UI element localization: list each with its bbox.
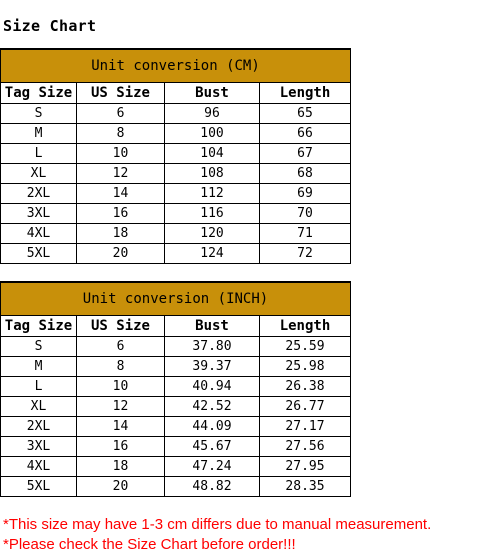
table-cell: 28.35 — [260, 477, 351, 497]
table-row — [1, 477, 351, 497]
table-cell: S — [1, 104, 77, 124]
table-cell: 47.24 — [165, 457, 260, 477]
table-cell: 25.98 — [260, 357, 351, 377]
table-cell: 4XL — [1, 224, 77, 244]
table-title-row — [1, 49, 351, 83]
table-row — [1, 397, 351, 417]
column-header: Length — [260, 83, 351, 104]
column-header: Bust — [165, 83, 260, 104]
table-cell: 26.77 — [260, 397, 351, 417]
table-cell: 104 — [165, 144, 260, 164]
column-header: US Size — [77, 83, 165, 104]
column-header: US Size — [77, 316, 165, 337]
table-cell: 20 — [77, 244, 165, 264]
table-cell: 2XL — [1, 184, 77, 204]
table-row — [1, 224, 351, 244]
table-cell: 4XL — [1, 457, 77, 477]
table-cell: 39.37 — [165, 357, 260, 377]
note-measurement-variance: *This size may have 1-3 cm differs due to manual measurement. — [3, 516, 432, 533]
table-cell: 96 — [165, 104, 260, 124]
column-header: Bust — [165, 316, 260, 337]
table-cell: 100 — [165, 124, 260, 144]
table-cell: 8 — [77, 357, 165, 377]
table-cell: 10 — [77, 377, 165, 397]
table-cell: 16 — [77, 437, 165, 457]
table-cell: 37.80 — [165, 337, 260, 357]
table-cell: 48.82 — [165, 477, 260, 497]
table-cell: 65 — [260, 104, 351, 124]
table-header-row — [1, 316, 351, 337]
table-cell: L — [1, 377, 77, 397]
table-row — [1, 104, 351, 124]
table-cell: 124 — [165, 244, 260, 264]
table-cell: 27.17 — [260, 417, 351, 437]
table-row — [1, 377, 351, 397]
table-title-row — [1, 282, 351, 316]
table-cell: 67 — [260, 144, 351, 164]
table-row — [1, 357, 351, 377]
table-cell: 3XL — [1, 204, 77, 224]
table-cell: 71 — [260, 224, 351, 244]
table-cell: 2XL — [1, 417, 77, 437]
table-row — [1, 337, 351, 357]
table-cell: 12 — [77, 164, 165, 184]
table-cell: 6 — [77, 104, 165, 124]
table-cell: M — [1, 124, 77, 144]
table-row — [1, 457, 351, 477]
table-row — [1, 417, 351, 437]
table-cell: 108 — [165, 164, 260, 184]
table-cell: L — [1, 144, 77, 164]
table-cell: 10 — [77, 144, 165, 164]
table-row — [1, 437, 351, 457]
table-cell: XL — [1, 397, 77, 417]
table-cell: 68 — [260, 164, 351, 184]
table-cell: 116 — [165, 204, 260, 224]
table-cell: 44.09 — [165, 417, 260, 437]
table-cell: S — [1, 337, 77, 357]
table-cell: 120 — [165, 224, 260, 244]
table-cell: 66 — [260, 124, 351, 144]
column-header: Tag Size — [1, 316, 77, 337]
table-cell: 18 — [77, 457, 165, 477]
size-table-cm — [0, 48, 351, 264]
table-cell: 3XL — [1, 437, 77, 457]
table-cell: 69 — [260, 184, 351, 204]
table-cell: XL — [1, 164, 77, 184]
table-row — [1, 164, 351, 184]
page-title: Size Chart — [3, 17, 97, 35]
table-cell: 40.94 — [165, 377, 260, 397]
table-cell: 26.38 — [260, 377, 351, 397]
table-cell: 27.56 — [260, 437, 351, 457]
table-row — [1, 244, 351, 264]
column-header: Tag Size — [1, 83, 77, 104]
table-row — [1, 144, 351, 164]
table-cell: 45.67 — [165, 437, 260, 457]
table-cell: 18 — [77, 224, 165, 244]
table-cell: 14 — [77, 417, 165, 437]
table-row — [1, 204, 351, 224]
size-table-inch — [0, 281, 351, 497]
table-cell: 5XL — [1, 244, 77, 264]
table-row — [1, 124, 351, 144]
table-cell: 20 — [77, 477, 165, 497]
table-cell: 6 — [77, 337, 165, 357]
table-header-row — [1, 83, 351, 104]
table-cell: 8 — [77, 124, 165, 144]
table-cell: 5XL — [1, 477, 77, 497]
table-cell: 112 — [165, 184, 260, 204]
table-cell: 72 — [260, 244, 351, 264]
table-cell: 12 — [77, 397, 165, 417]
table-cell: 25.59 — [260, 337, 351, 357]
table-row — [1, 184, 351, 204]
table-cell: 16 — [77, 204, 165, 224]
table-cell: M — [1, 357, 77, 377]
note-check-size-chart: *Please check the Size Chart before order!!! — [3, 536, 296, 553]
table-cell: 14 — [77, 184, 165, 204]
table-cell: 27.95 — [260, 457, 351, 477]
table-title: Unit conversion (INCH) — [1, 282, 351, 316]
table-cell: 42.52 — [165, 397, 260, 417]
column-header: Length — [260, 316, 351, 337]
table-title: Unit conversion (CM) — [1, 49, 351, 83]
table-cell: 70 — [260, 204, 351, 224]
